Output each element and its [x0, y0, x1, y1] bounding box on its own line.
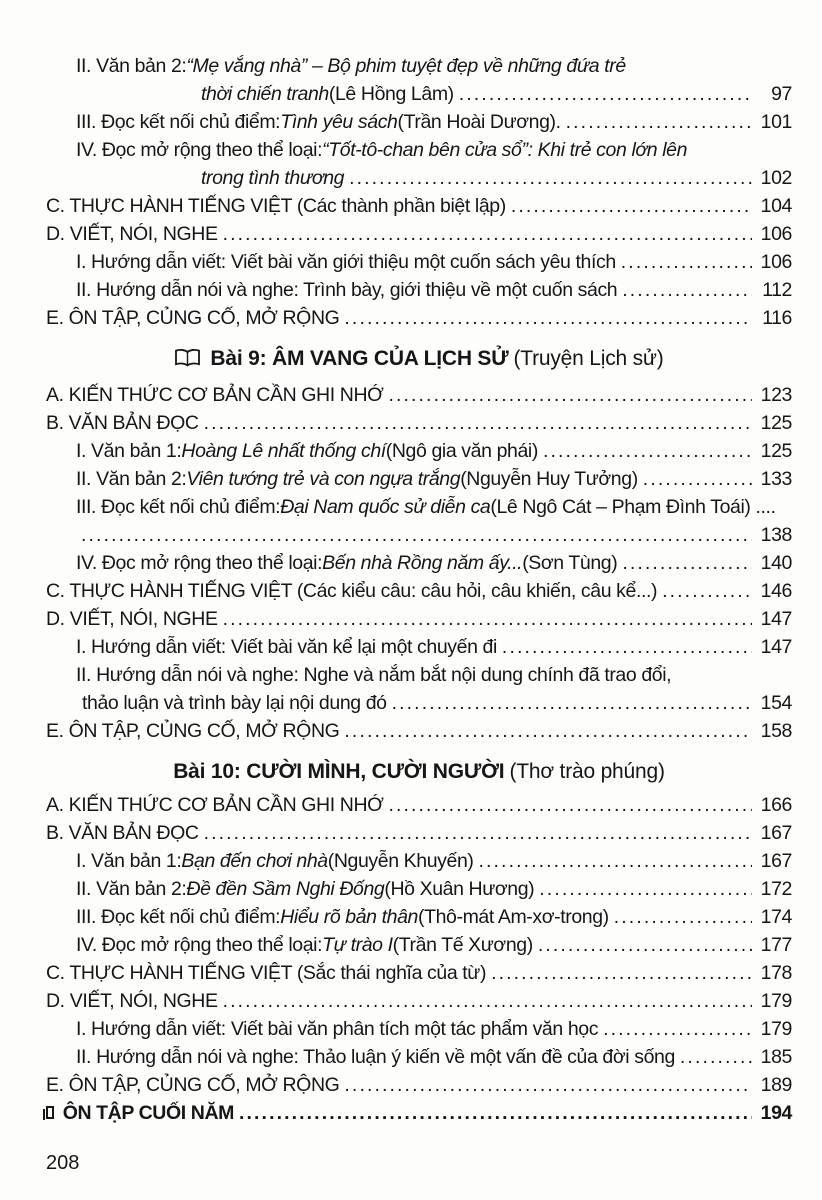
toc-text: (Trần Tế Xương) [392, 934, 533, 956]
unit-genre: (Thơ trào phúng) [509, 760, 665, 783]
page-ref: 138 [760, 524, 792, 546]
toc-text: (Trần Hoài Dương). [397, 111, 561, 133]
toc-text: thảo luận và trình bày lại nội dung đó [82, 692, 387, 714]
toc-text: C. THỰC HÀNH TIẾNG VIỆT (Sắc thái nghĩa của từ) [46, 962, 487, 984]
toc-title-italic: Hiểu rõ bản thân [280, 906, 418, 928]
dot-leader [598, 1015, 752, 1043]
toc-text: (Thô-mát Am-xơ-trong) [418, 906, 609, 928]
page-ref: 140 [760, 552, 792, 574]
page-ref: 97 [771, 83, 792, 105]
toc-row [46, 192, 792, 220]
toc-text: II. Văn bản 2: [76, 55, 187, 77]
dot-leader [344, 164, 752, 192]
toc-text: (Hồ Xuân Hương) [384, 878, 535, 900]
unit-title: Bài 9: ÂM VANG CỦA LỊCH SỬ [210, 347, 509, 370]
toc-row [76, 248, 792, 276]
dot-leader [339, 304, 752, 332]
toc-row [76, 931, 792, 959]
unit-header-bai-10 [46, 757, 792, 787]
page-ref: 174 [760, 906, 792, 928]
toc-row [46, 220, 792, 248]
toc-row [46, 304, 792, 332]
dot-leader [199, 409, 752, 437]
page-ref: 125 [760, 440, 792, 462]
toc-text: (Nguyễn Huy Tưởng) [460, 468, 638, 490]
toc-text: A. KIẾN THỨC CƠ BẢN CẦN GHI NHỚ [46, 794, 384, 816]
dot-leader [383, 381, 752, 409]
toc-text: D. VIẾT, NÓI, NGHE [46, 608, 218, 630]
dot-leader [234, 1099, 752, 1127]
toc-row [46, 717, 792, 745]
toc-text: C. THỰC HÀNH TIẾNG VIỆT (Các thành phần biệt lập) [46, 195, 506, 217]
page-ref: 154 [760, 692, 792, 714]
open-book-icon [174, 347, 201, 377]
toc-text: II. Văn bản 2: [76, 878, 187, 900]
toc-row [201, 164, 792, 192]
dot-leader [638, 465, 752, 493]
toc-row [76, 437, 792, 465]
toc-text: (Ngô gia văn phái) [385, 440, 538, 462]
dot-leader [218, 987, 752, 1015]
toc-row-on-tap-cuoi-nam [46, 1099, 792, 1127]
toc-row [76, 108, 792, 136]
toc-text: IV. Đọc mở rộng theo thể loại: [76, 552, 323, 574]
page-ref: 158 [760, 720, 792, 742]
toc-title-italic: Bến nhà Rồng năm ấy... [322, 552, 523, 574]
toc-text: B. VĂN BẢN ĐỌC [46, 822, 199, 844]
page-ref: 106 [760, 223, 792, 245]
toc-row [76, 549, 792, 577]
toc-text: III. Đọc kết nối chủ điểm: [76, 111, 281, 133]
toc-text: (Lê Ngô Cát – Phạm Đình Toái) .... [490, 496, 776, 518]
page-ref: 166 [760, 794, 792, 816]
toc-row [46, 959, 792, 987]
toc-row [76, 493, 792, 521]
dot-leader [534, 875, 752, 903]
toc-title-italic: Đề đền Sầm Nghi Đống [186, 878, 385, 900]
dot-leader [486, 959, 752, 987]
toc-row [46, 577, 792, 605]
dot-leader [617, 276, 752, 304]
toc-text: III. Đọc kết nối chủ điểm: [76, 906, 281, 928]
dot-leader [383, 791, 752, 819]
page-ref: 167 [760, 850, 792, 872]
page-ref: 147 [760, 608, 792, 630]
toc-text: II. Hướng dẫn nói và nghe: Trình bày, giới thiệu về một cuốn sách [76, 279, 618, 301]
toc-text: I. Văn bản 1: [76, 850, 182, 872]
dot-leader [616, 248, 752, 276]
page-ref: 185 [760, 1046, 792, 1068]
toc-text: D. VIẾT, NÓI, NGHE [46, 223, 218, 245]
toc-text: (Nguyễn Khuyến) [327, 850, 474, 872]
toc-text: (Sơn Tùng) [522, 552, 618, 574]
dot-leader [657, 577, 752, 605]
dot-leader [218, 605, 752, 633]
toc-text: I. Hướng dẫn viết: Viết bài văn giới thiệu một cuốn sách yêu thích [76, 251, 616, 273]
dot-leader [617, 549, 752, 577]
toc-text: IV. Đọc mở rộng theo thể loại: [76, 934, 323, 956]
page-ref: 116 [762, 307, 792, 329]
page-ref: 179 [760, 1018, 792, 1040]
page-ref: 125 [760, 412, 792, 434]
page-ref: 106 [760, 251, 792, 273]
toc-text: A. KIẾN THỨC CƠ BẢN CẦN GHI NHỚ [46, 384, 384, 406]
page-ref: 146 [760, 580, 792, 602]
toc-title-italic: Viên tướng trẻ và con ngựa trắng [186, 468, 461, 490]
toc-row [46, 819, 792, 847]
toc-title-italic: “Tốt-tô-chan bên cửa sổ”: Khi trẻ con lớn lên [322, 139, 688, 161]
toc-text: I. Văn bản 1: [76, 440, 182, 462]
dot-leader [497, 633, 752, 661]
dot-leader [538, 437, 752, 465]
dot-leader [675, 1043, 752, 1071]
toc-text: I. Hướng dẫn viết: Viết bài văn kể lại một chuyến đi [76, 636, 497, 658]
toc-text: II. Hướng dẫn nói và nghe: Thảo luận ý kiến về một vấn đề của đời sống [76, 1046, 675, 1068]
dot-leader [474, 847, 753, 875]
toc-row [76, 633, 792, 661]
dot-leader [387, 689, 752, 717]
toc-title-italic: trong tình thương [201, 167, 345, 189]
toc-text: E. ÔN TẬP, CỦNG CỐ, MỞ RỘNG [46, 720, 340, 742]
toc-row [201, 80, 792, 108]
dot-leader [561, 108, 752, 136]
toc-title-italic: Tình yêu sách [280, 111, 398, 133]
toc-row [76, 1043, 792, 1071]
toc-text: B. VĂN BẢN ĐỌC [46, 412, 199, 434]
toc-row [76, 1015, 792, 1043]
page-ref: 133 [760, 468, 792, 490]
toc-text: C. THỰC HÀNH TIẾNG VIỆT (Các kiểu câu: câu hỏi, câu khiến, câu kể...) [46, 580, 658, 602]
toc-title-italic: Bạn đến chơi nhà [181, 850, 328, 872]
toc-title-italic: Đại Nam quốc sử diễn ca [280, 496, 491, 518]
dot-leader [533, 931, 752, 959]
toc-row [76, 847, 792, 875]
unit-header-bai-9 [46, 344, 792, 377]
page-ref: 104 [760, 195, 792, 217]
page-ref: 178 [760, 962, 792, 984]
toc-text: ÔN TẬP CUỐI NĂM [62, 1102, 234, 1124]
dot-leader [218, 220, 752, 248]
dot-leader [609, 903, 752, 931]
toc-text: II. Hướng dẫn nói và nghe: Nghe và nắm bắt nội dung chính đã trao đổi, [76, 664, 672, 686]
page-ref: 177 [760, 934, 792, 956]
dot-leader [454, 80, 752, 108]
page-ref: 172 [760, 878, 792, 900]
toc-row [76, 521, 792, 549]
dot-leader [339, 1071, 752, 1099]
toc-row [76, 276, 792, 304]
dot-leader [76, 521, 752, 549]
dot-leader [506, 192, 752, 220]
toc-text: D. VIẾT, NÓI, NGHE [46, 990, 218, 1012]
toc-title-italic: Hoàng Lê nhất thống chí [181, 440, 386, 462]
page-ref: 194 [760, 1102, 792, 1124]
toc-row [46, 381, 792, 409]
toc-row [82, 689, 792, 717]
toc-text: E. ÔN TẬP, CỦNG CỐ, MỞ RỘNG [46, 307, 340, 329]
toc-row [76, 903, 792, 931]
toc-row [76, 52, 792, 80]
toc-row [76, 875, 792, 903]
toc-row [76, 136, 792, 164]
page-ref: 102 [760, 167, 792, 189]
unit-title: Bài 10: CƯỜI MÌNH, CƯỜI NGƯỜI [173, 760, 505, 783]
page-ref: 112 [762, 279, 792, 301]
dot-leader [199, 819, 752, 847]
toc-text: IV. Đọc mở rộng theo thể loại: [76, 139, 323, 161]
toc-text: III. Đọc kết nối chủ điểm: [76, 496, 281, 518]
toc-text: E. ÔN TẬP, CỦNG CỐ, MỞ RỘNG [46, 1074, 340, 1096]
page-ref: 179 [760, 990, 792, 1012]
toc-row [76, 661, 792, 689]
toc-row [46, 605, 792, 633]
page-number: 208 [46, 1152, 80, 1174]
unit-genre: (Truyện Lịch sử) [513, 347, 664, 370]
page-ref: 167 [760, 822, 792, 844]
page-ref: 189 [760, 1074, 792, 1096]
toc-title-italic: “Mẹ vắng nhà” – Bộ phim tuyệt đẹp về những đứa trẻ [186, 55, 626, 77]
toc-row [46, 409, 792, 437]
toc-title-italic: Tự trào I [322, 934, 393, 956]
toc-row [76, 465, 792, 493]
toc-text: I. Hướng dẫn viết: Viết bài văn phân tích một tác phẩm văn học [76, 1018, 599, 1040]
toc-row [46, 791, 792, 819]
toc-row [46, 1071, 792, 1099]
toc-title-italic: thời chiến tranh [201, 83, 329, 105]
toc-text: (Lê Hồng Lâm) [328, 83, 454, 105]
page-ref: 147 [760, 636, 792, 658]
page-ref: 101 [760, 111, 792, 133]
square-icon [46, 1106, 54, 1119]
toc-text: II. Văn bản 2: [76, 468, 187, 490]
toc-row [46, 987, 792, 1015]
page-ref: 123 [760, 384, 792, 406]
dot-leader [339, 717, 752, 745]
